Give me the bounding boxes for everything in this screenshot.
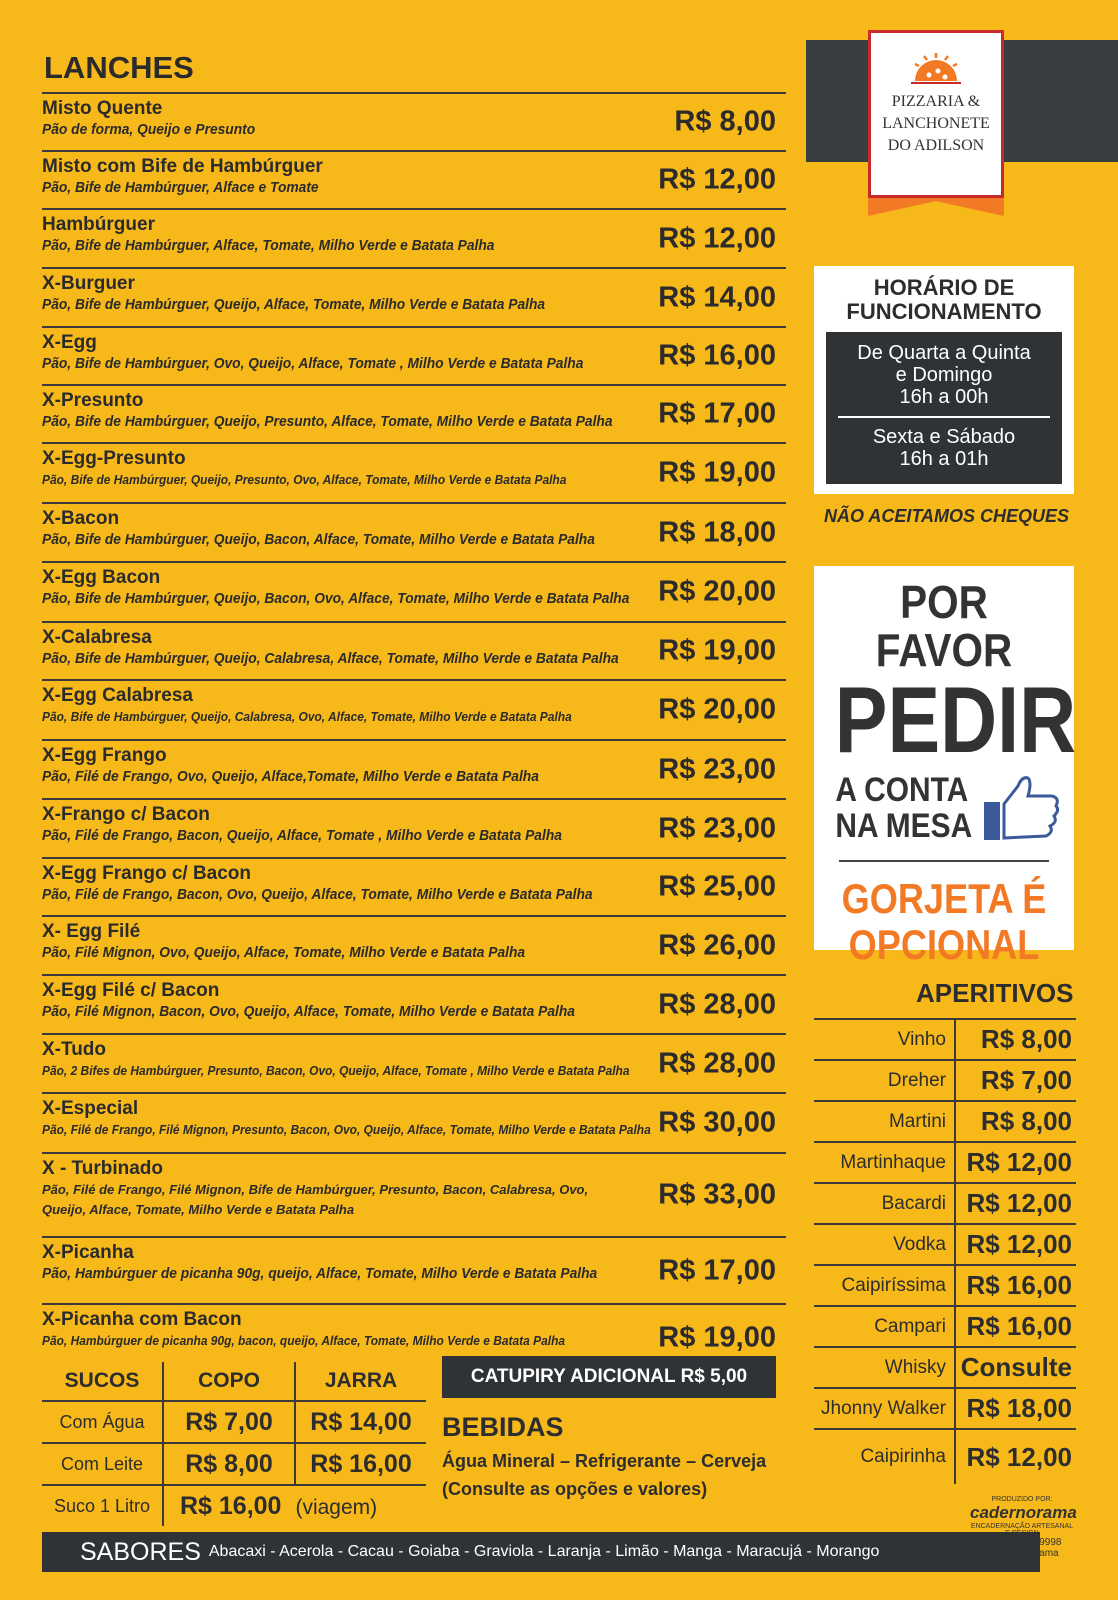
table-row	[814, 1388, 1076, 1429]
item-name: Misto Quente	[42, 98, 163, 119]
aperitivo-name: Vinho	[814, 1019, 955, 1060]
item-description: Pão, Bife de Hambúrguer, Ovo, Queijo, Alface, Tomate , Milho Verde e Batata Palha	[42, 355, 584, 372]
item-description: Pão, Bife de Hambúrguer, Queijo, Bacon, Ovo, Alface, Tomate, Milho Verde e Batata Palha	[42, 590, 630, 607]
credit-insta: @cadernorama	[989, 1548, 1059, 1559]
lanches-title: LANCHES	[44, 50, 194, 85]
copo-header: COPO	[163, 1362, 295, 1401]
item-name: Misto com Bife de Hambúrguer	[42, 156, 323, 177]
aperitivo-name: Caipirinha	[814, 1429, 955, 1484]
horario-panel	[814, 266, 1074, 494]
aperitivo-price: R$ 16,00	[955, 1265, 1076, 1306]
suco-copo-price: R$ 8,00	[163, 1443, 295, 1485]
credit-insta-row	[970, 1548, 1074, 1559]
table-row	[814, 1142, 1076, 1183]
jarra-header: JARRA	[295, 1362, 426, 1401]
horario-title-1: HORÁRIO DE	[873, 275, 1015, 300]
aperitivo-price: Consulte	[955, 1347, 1076, 1388]
horario-title-2: FUNCIONAMENTO	[846, 299, 1042, 324]
item-description: Pão, Bife de Hambúrguer, Alface, Tomate, Milho Verde e Batata Palha	[42, 237, 495, 254]
suco-label: Com Leite	[42, 1443, 163, 1485]
item-price: R$ 17,00	[658, 397, 776, 430]
item-name: X-Picanha	[42, 1242, 134, 1263]
menu-item	[42, 502, 786, 561]
pedir-text: PEDIR	[834, 667, 1077, 772]
item-description: Pão, Bife de Hambúrguer, Queijo, Calabresa, Alface, Tomate, Milho Verde e Batata Palha	[42, 650, 619, 667]
lanches-list	[42, 92, 786, 1371]
aperitivo-name: Dreher	[814, 1060, 955, 1101]
conta-row	[814, 772, 1074, 844]
menu-item	[42, 1092, 786, 1152]
item-name: X-Egg	[42, 332, 97, 353]
menu-item	[42, 150, 786, 208]
gorjeta-line-1: GORJETA É	[841, 875, 1047, 922]
item-price: R$ 16,00	[658, 339, 776, 372]
table-row	[814, 1060, 1076, 1101]
item-description: Pão, Filé de Frango, Filé Mignon, Presunto, Bacon, Ovo, Queijo, Alface, Tomate, Milho Verde e Batata Palha	[42, 1122, 651, 1137]
item-price: R$ 26,00	[658, 929, 776, 961]
logo-card	[868, 30, 1004, 198]
horario-days-b: Sexta e Sábado	[872, 426, 1016, 448]
sabores-list: Abacaxi - Acerola - Cacau - Goiaba - Graviola - Laranja - Limão - Manga - Maracujá - Morango	[208, 1543, 880, 1560]
item-price: R$ 23,00	[658, 753, 776, 785]
aperitivo-price: R$ 12,00	[955, 1142, 1076, 1183]
item-description: Pão, 2 Bifes de Hambúrguer, Presunto, Bacon, Ovo, Queijo, Alface, Tomate , Milho Verde e Batata Palha	[42, 1063, 630, 1078]
item-name: X- Egg Filé	[42, 921, 141, 942]
item-description: Pão, Filé de Frango, Bacon, Ovo, Queijo, Alface, Tomate, Milho Verde e Batata Palha	[42, 886, 593, 903]
menu-item	[42, 208, 786, 267]
menu-item	[42, 1033, 786, 1092]
aperitivo-name: Vodka	[814, 1224, 955, 1265]
horario-time-a: 16h a 00h	[899, 386, 989, 408]
aperitivo-price: R$ 8,00	[955, 1019, 1076, 1060]
item-price: R$ 8,00	[674, 105, 776, 138]
suco-label: Com Água	[42, 1401, 163, 1443]
item-description: Pão, Filé Mignon, Ovo, Queijo, Alface, Tomate, Milho Verde e Batata Palha	[42, 944, 526, 961]
logo-line-2: LANCHONETE	[882, 115, 990, 132]
item-price: R$ 20,00	[658, 575, 776, 608]
aperitivo-name: Martini	[814, 1101, 955, 1142]
item-price: R$ 23,00	[658, 812, 776, 844]
item-name: X-Frango c/ Bacon	[42, 804, 210, 825]
item-name: X-Calabresa	[42, 627, 152, 648]
gorjeta-text	[832, 876, 1056, 968]
credit-tag: ENCADERNAÇÃO ARTESANAL E DESIGN	[970, 1523, 1074, 1537]
horario-box	[826, 332, 1062, 484]
aperitivos-title: APERITIVOS	[916, 978, 1074, 1008]
conta-text	[836, 772, 973, 844]
item-price: R$ 30,00	[658, 1106, 776, 1139]
table-row	[814, 1019, 1076, 1060]
menu-item	[42, 621, 786, 679]
suco-jarra-price: R$ 14,00	[295, 1401, 426, 1443]
whatsapp-icon: ✆	[978, 1537, 990, 1548]
gorjeta-line-2: OPCIONAL	[848, 921, 1040, 968]
logo	[868, 30, 1004, 216]
catupiry-banner: CATUPIRY ADICIONAL R$ 5,00	[442, 1356, 776, 1398]
aperitivos-body	[814, 1019, 1076, 1484]
table-row	[42, 1401, 426, 1443]
horario-days-a: De Quarta a Quinta	[857, 342, 1031, 364]
item-price: R$ 19,00	[658, 1321, 776, 1354]
horario-divider	[838, 416, 1050, 418]
table-row	[814, 1183, 1076, 1224]
suco-copo-price: R$ 7,00	[163, 1401, 295, 1443]
item-name: X-Tudo	[42, 1039, 107, 1060]
credit-phone-row	[970, 1537, 1074, 1548]
item-name: X-Egg-Presunto	[42, 448, 186, 469]
menu-item	[42, 679, 786, 739]
item-price: R$ 14,00	[658, 281, 776, 313]
bebidas-section	[442, 1412, 802, 1503]
item-name: Hambúrguer	[42, 214, 155, 235]
table-row	[814, 1265, 1076, 1306]
aperitivo-price: R$ 7,00	[955, 1060, 1076, 1101]
item-description: Pão, Bife de Hambúrguer, Queijo, Alface, Tomate, Milho Verde e Batata Palha	[42, 296, 546, 313]
aperitivo-name: Caipiríssima	[814, 1265, 955, 1306]
sun-pizza-icon	[909, 51, 963, 85]
thumbs-up-icon	[982, 772, 1062, 844]
item-name: X-Egg Calabresa	[42, 685, 193, 706]
credit-brand: cadernorama	[970, 1503, 1077, 1522]
item-description: Pão, Bife de Hambúrguer, Queijo, Presunto, Alface, Tomate, Milho Verde e Batata Palha	[42, 413, 613, 430]
pedir-conta-panel	[814, 566, 1077, 968]
suco-jarra-price: R$ 16,00	[295, 1443, 426, 1485]
suco-litro-cell	[163, 1485, 426, 1526]
horario-title	[814, 276, 1074, 324]
aperitivo-price: R$ 18,00	[955, 1388, 1076, 1429]
credit-phone: 27. 9.9800.9998	[989, 1537, 1062, 1548]
menu-item	[42, 92, 786, 150]
item-price: R$ 33,00	[658, 1178, 776, 1211]
horario-time-b: 16h a 01h	[899, 448, 989, 470]
item-name: X-Especial	[42, 1098, 139, 1119]
menu-item	[42, 326, 786, 384]
viagem-note: (viagem)	[295, 1495, 378, 1519]
item-name: X-Egg Filé c/ Bacon	[42, 980, 220, 1001]
item-description: Pão, Bife de Hambúrguer, Queijo, Presunto, Ovo, Alface, Tomate, Milho Verde e Batata Palha	[42, 472, 567, 487]
horario-days-a2: e Domingo	[895, 364, 993, 386]
menu-item	[42, 384, 786, 442]
item-name: X-Egg Bacon	[42, 567, 161, 588]
aperitivo-name: Whisky	[814, 1347, 955, 1388]
item-price: R$ 25,00	[658, 870, 776, 903]
table-row	[814, 1306, 1076, 1347]
aperitivos-table	[814, 1018, 1076, 1484]
item-description: Pão, Hambúrguer de picanha 90g, bacon, queijo, Alface, Tomate, Milho Verde e Batata Palha	[42, 1333, 566, 1348]
table-row	[814, 1429, 1076, 1484]
menu-item	[42, 857, 786, 915]
item-description: Pão, Bife de Hambúrguer, Alface e Tomate	[42, 179, 319, 196]
bebidas-note: (Consulte as opções e valores)	[442, 1479, 708, 1499]
cheques-notice: NÃO ACEITAMOS CHEQUES	[824, 506, 1070, 526]
aperitivo-price: R$ 16,00	[955, 1306, 1076, 1347]
aperitivo-name: Bacardi	[814, 1183, 955, 1224]
aperitivo-price: R$ 8,00	[955, 1101, 1076, 1142]
item-description: Pão, Filé de Frango, Filé Mignon, Bife de Hambúrguer, Presunto, Bacon, Calabresa, Ovo, Queijo, Alface, Tomate, Milho Verde e Batata Palha	[42, 1182, 589, 1217]
bebidas-line: Água Mineral – Refrigerante – Cerveja	[442, 1451, 767, 1471]
sabores-label: SABORES	[80, 1537, 201, 1566]
por-favor-text: POR FAVOR	[875, 576, 1013, 676]
item-description: Pão, Filé de Frango, Ovo, Queijo, Alface,Tomate, Milho Verde e Batata Palha	[42, 768, 539, 785]
aperitivo-name: Campari	[814, 1306, 955, 1347]
item-price: R$ 17,00	[658, 1254, 776, 1286]
item-price: R$ 28,00	[658, 1047, 776, 1079]
item-description: Pão, Filé Mignon, Bacon, Ovo, Queijo, Alface, Tomate, Milho Verde e Batata Palha	[42, 1003, 575, 1020]
item-description: Pão, Filé de Frango, Bacon, Queijo, Alface, Tomate , Milho Verde e Batata Palha	[42, 827, 562, 844]
item-price: R$ 12,00	[658, 222, 776, 254]
menu-item	[42, 739, 786, 798]
item-name: X-Presunto	[42, 390, 144, 411]
item-name: X-Egg Frango	[42, 745, 167, 766]
item-name: X-Bacon	[42, 508, 120, 529]
item-price: R$ 28,00	[658, 988, 776, 1020]
item-description: Pão, Bife de Hambúrguer, Queijo, Bacon, Alface, Tomate, Milho Verde e Batata Palha	[42, 531, 595, 548]
pedir-divider	[839, 860, 1049, 862]
aperitivo-price: R$ 12,00	[955, 1183, 1076, 1224]
aperitivo-price: R$ 12,00	[955, 1224, 1076, 1265]
sabores-bar	[42, 1532, 1040, 1572]
item-price: R$ 18,00	[658, 516, 776, 548]
sucos-table	[42, 1362, 426, 1526]
credit-top: PRODUZIDO POR:	[991, 1496, 1053, 1503]
conta-line-1: A CONTA	[835, 771, 969, 809]
aperitivo-name: Martinhaque	[814, 1142, 955, 1183]
menu-item	[42, 267, 786, 326]
table-row	[42, 1443, 426, 1485]
menu-item	[42, 442, 786, 502]
table-row	[814, 1347, 1076, 1388]
menu-item	[42, 1152, 786, 1236]
table-row	[42, 1485, 426, 1526]
menu-item	[42, 974, 786, 1033]
logo-line-1: PIZZARIA &	[891, 93, 981, 110]
item-price: R$ 12,00	[658, 163, 776, 196]
lanches-section	[42, 50, 786, 1371]
conta-line-2: NA MESA	[835, 807, 973, 845]
bebidas-title: BEBIDAS	[442, 1412, 564, 1442]
item-description: Pão de forma, Queijo e Presunto	[42, 121, 256, 138]
item-description: Pão, Hambúrguer de picanha 90g, queijo, Alface, Tomate, Milho Verde e Batata Palha	[42, 1265, 598, 1282]
item-name: X-Egg Frango c/ Bacon	[42, 863, 252, 884]
table-row	[814, 1224, 1076, 1265]
item-name: X-Picanha com Bacon	[42, 1309, 242, 1330]
item-price: R$ 19,00	[658, 456, 776, 489]
suco-litro-price: R$ 16,00	[180, 1491, 282, 1520]
menu-item	[42, 798, 786, 857]
item-description: Pão, Bife de Hambúrguer, Queijo, Calabresa, Ovo, Alface, Tomate, Milho Verde e Batata Palha	[42, 709, 572, 724]
item-name: X - Turbinado	[42, 1158, 164, 1179]
aperitivo-name: Jhonny Walker	[814, 1388, 955, 1429]
sucos-header: SUCOS	[42, 1362, 163, 1401]
suco-label: Suco 1 Litro	[42, 1485, 163, 1526]
table-row	[814, 1101, 1076, 1142]
aperitivo-price: R$ 12,00	[955, 1429, 1076, 1484]
item-price: R$ 19,00	[658, 634, 776, 667]
menu-item	[42, 561, 786, 621]
item-name: X-Burguer	[42, 273, 135, 294]
cadernorama-credit	[970, 1496, 1077, 1559]
menu-item	[42, 1236, 786, 1303]
logo-line-3: DO ADILSON	[887, 137, 985, 154]
menu-item	[42, 915, 786, 974]
item-price: R$ 20,00	[658, 693, 776, 726]
instagram-icon: ◎	[978, 1548, 990, 1559]
